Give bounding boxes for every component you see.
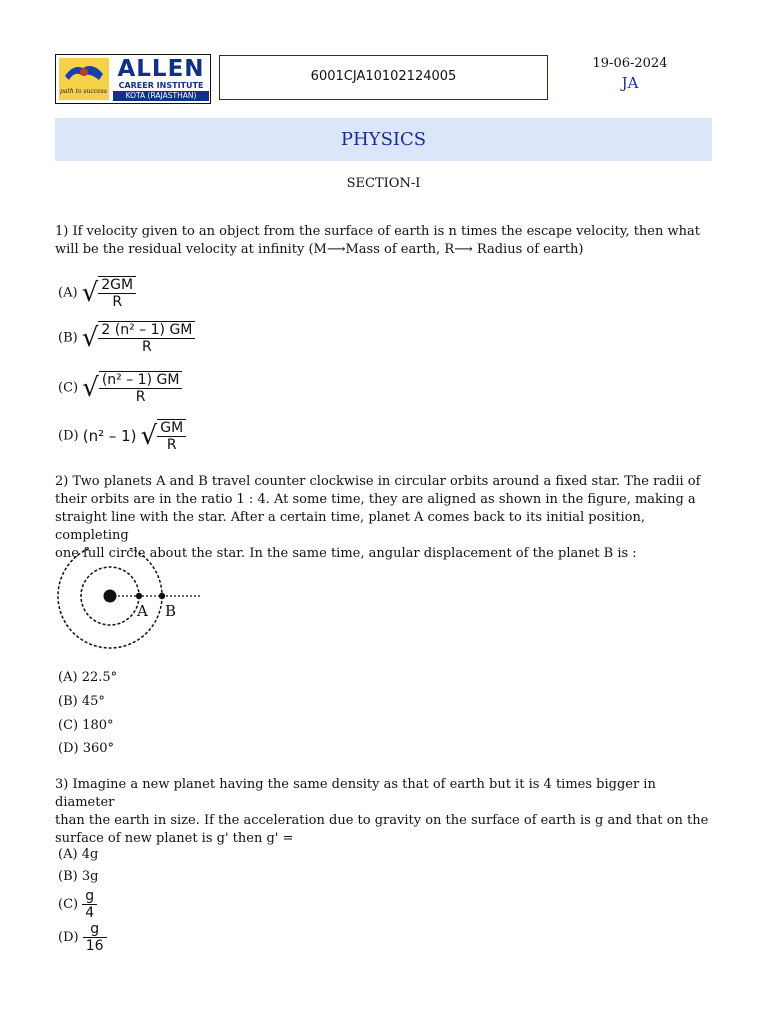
numerator: (n² – 1) GM	[101, 372, 180, 388]
denominator: 16	[83, 937, 107, 954]
planet-a	[136, 593, 142, 599]
option-text: 360°	[82, 741, 115, 756]
fraction	[157, 419, 186, 453]
option-label: (A)	[58, 670, 78, 685]
numerator: 2GM	[101, 277, 134, 293]
q3-option-c[interactable]	[58, 888, 97, 921]
numerator: GM	[160, 420, 184, 436]
fraction	[98, 321, 195, 355]
section-title: SECTION-I	[346, 176, 421, 191]
denominator: R	[98, 293, 136, 310]
q1-option-b[interactable]	[58, 321, 195, 355]
q2-option-c[interactable]	[58, 718, 114, 734]
option-label: (B)	[58, 330, 78, 346]
q1-option-c[interactable]	[58, 371, 182, 405]
q1-option-d[interactable]	[58, 419, 186, 453]
denominator: 4	[82, 904, 97, 921]
subject-title: PHYSICS	[55, 118, 712, 161]
q2-option-a[interactable]	[58, 670, 117, 686]
paper-code-box: 6001CJA10102124005	[219, 55, 548, 100]
logo-subtitle: CAREER INSTITUTE	[118, 81, 204, 90]
exam-date: 19-06-2024	[592, 56, 668, 71]
option-label: (A)	[58, 285, 78, 301]
sqrt-icon: √	[140, 421, 158, 451]
option-label: (D)	[58, 741, 79, 756]
question-line: straight line with the star. After a certain time, planet A comes back to its initial position, completing	[55, 510, 645, 543]
option-text: 180°	[82, 718, 114, 733]
option-label: (B)	[58, 694, 78, 709]
option-text: 3g	[81, 869, 99, 884]
planet-b-label: B	[165, 602, 177, 620]
question-line: 1) If velocity given to an object from the surface of earth is n times the escape velocity, then what	[55, 224, 700, 239]
sqrt-icon: √	[81, 278, 99, 308]
numerator: g	[85, 888, 95, 904]
fraction	[98, 276, 136, 310]
question-1-stem	[55, 223, 715, 259]
denominator: R	[157, 436, 186, 453]
denominator: R	[99, 388, 183, 405]
option-text: 22.5°	[81, 670, 118, 685]
question-line: 3) Imagine a new planet having the same density as that of earth but it is 4 times bigger in diameter	[55, 777, 656, 810]
logo-brand: ALLEN	[117, 56, 205, 82]
question-line: than the earth in size. If the acceleration due to gravity on the surface of earth is g and that on the	[55, 813, 709, 828]
fraction	[99, 371, 183, 405]
q3-option-a[interactable]	[58, 847, 98, 863]
option-prefix: (n² – 1)	[82, 427, 137, 445]
q3-option-d[interactable]	[58, 921, 107, 954]
option-label: (C)	[58, 380, 79, 396]
option-text: 4g	[81, 847, 99, 862]
planet-b	[159, 593, 165, 599]
question-line: their orbits are in the ratio 1 : 4. At some time, they are aligned as shown in the figure, making a	[55, 492, 696, 507]
denominator: R	[98, 338, 195, 355]
exam-stream: JA	[621, 74, 639, 92]
star	[104, 590, 117, 603]
orbit-figure	[52, 548, 202, 650]
sqrt-icon: √	[81, 323, 99, 353]
q3-option-b[interactable]	[58, 869, 98, 885]
question-3-stem	[55, 776, 715, 848]
numerator: g	[90, 921, 100, 937]
q2-option-d[interactable]	[58, 741, 114, 757]
option-label: (D)	[58, 930, 79, 945]
allen-logo	[55, 54, 211, 104]
logo-tagline: path to success	[60, 88, 107, 95]
sqrt-icon: √	[82, 373, 99, 403]
planet-a-label: A	[137, 602, 148, 620]
fraction	[83, 921, 107, 954]
q1-option-a[interactable]	[58, 276, 136, 310]
question-line: 2) Two planets A and B travel counter clockwise in circular orbits around a fixed star. The radii of	[55, 474, 701, 489]
q2-option-b[interactable]	[58, 694, 105, 710]
numerator: 2 (n² – 1) GM	[101, 322, 193, 338]
option-label: (D)	[58, 428, 79, 444]
option-label: (B)	[58, 869, 78, 884]
question-line: will be the residual velocity at infinity (M⟶Mass of earth, R⟶ Radius of earth)	[55, 242, 584, 257]
option-label: (C)	[58, 897, 79, 912]
fraction	[82, 888, 97, 921]
question-line: one full circle about the star. In the same time, angular displacement of the planet B is :	[55, 546, 637, 561]
logo-location: KOTA (RAJASTHAN)	[113, 91, 209, 101]
option-label: (A)	[58, 847, 78, 862]
option-text: 45°	[81, 694, 105, 709]
question-line: surface of new planet is g' then g' =	[55, 831, 294, 846]
option-label: (C)	[58, 718, 79, 733]
